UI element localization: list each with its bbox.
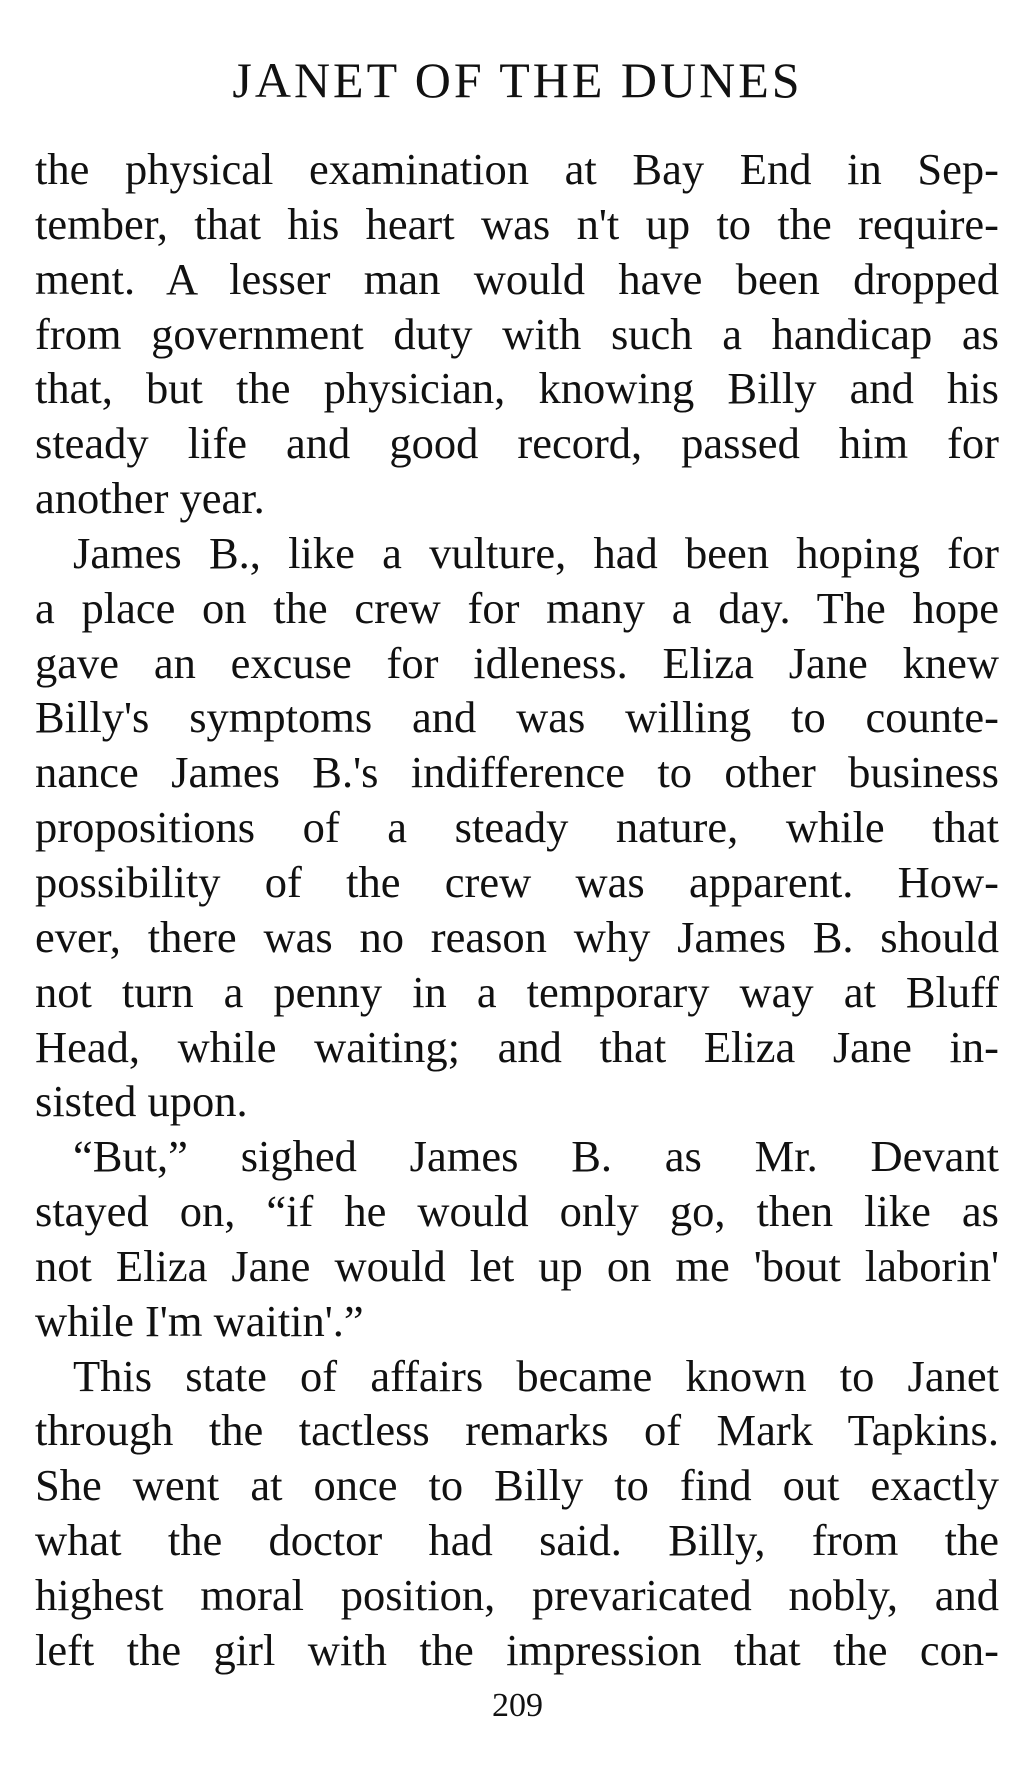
body-text bbox=[35, 142, 999, 1678]
text-line: not Eliza Jane would let up on me 'bout laborin' bbox=[35, 1240, 999, 1291]
text-line: the physical examination at Bay End in Sep- bbox=[35, 144, 999, 194]
text-line: She went at once to Billy to find out exactly bbox=[35, 1460, 999, 1511]
text-line: not turn a penny in a temporary way at Bluff bbox=[35, 966, 999, 1017]
text-line: sisted upon. bbox=[35, 1076, 248, 1127]
text-line: Head, while waiting; and that Eliza Jane in- bbox=[35, 1021, 999, 1072]
page-number: 209 bbox=[492, 1687, 543, 1724]
text-line: James B., like a vulture, had been hoping for bbox=[73, 527, 999, 578]
running-head: JANET OF THE DUNES bbox=[232, 52, 803, 108]
text-line: that, but the physician, knowing Billy and his bbox=[35, 363, 999, 414]
text-line: “But,” sighed James B. as Mr. Devant bbox=[73, 1131, 999, 1182]
text-line: highest moral position, prevaricated nobly, and bbox=[35, 1569, 999, 1620]
text-line: propositions of a steady nature, while that bbox=[35, 802, 999, 853]
text-line: tember, that his heart was n't up to the require- bbox=[35, 198, 999, 249]
text-line: left the girl with the impression that the con- bbox=[35, 1624, 999, 1675]
text-line: nance James B.'s indifference to other business bbox=[35, 747, 999, 798]
text-line: stayed on, “if he would only go, then like as bbox=[35, 1186, 999, 1237]
text-line: Billy's symptoms and was willing to counte- bbox=[35, 692, 999, 743]
text-line: from government duty with such a handicap as bbox=[35, 308, 999, 359]
text-line: a place on the crew for many a day. The hope bbox=[35, 582, 999, 633]
text-line: steady life and good record, passed him for bbox=[35, 418, 999, 469]
text-line: another year. bbox=[35, 473, 265, 524]
text-line: This state of affairs became known to Janet bbox=[73, 1350, 999, 1401]
text-line: ever, there was no reason why James B. should bbox=[35, 911, 999, 962]
text-line: gave an excuse for idleness. Eliza Jane knew bbox=[35, 637, 999, 688]
text-line: ment. A lesser man would have been dropped bbox=[35, 253, 999, 304]
text-line: while I'm waitin'.” bbox=[35, 1295, 364, 1346]
text-line: through the tactless remarks of Mark Tapkins. bbox=[35, 1405, 999, 1456]
text-line: what the doctor had said. Billy, from the bbox=[35, 1515, 999, 1566]
text-line: possibility of the crew was apparent. How- bbox=[35, 856, 999, 907]
